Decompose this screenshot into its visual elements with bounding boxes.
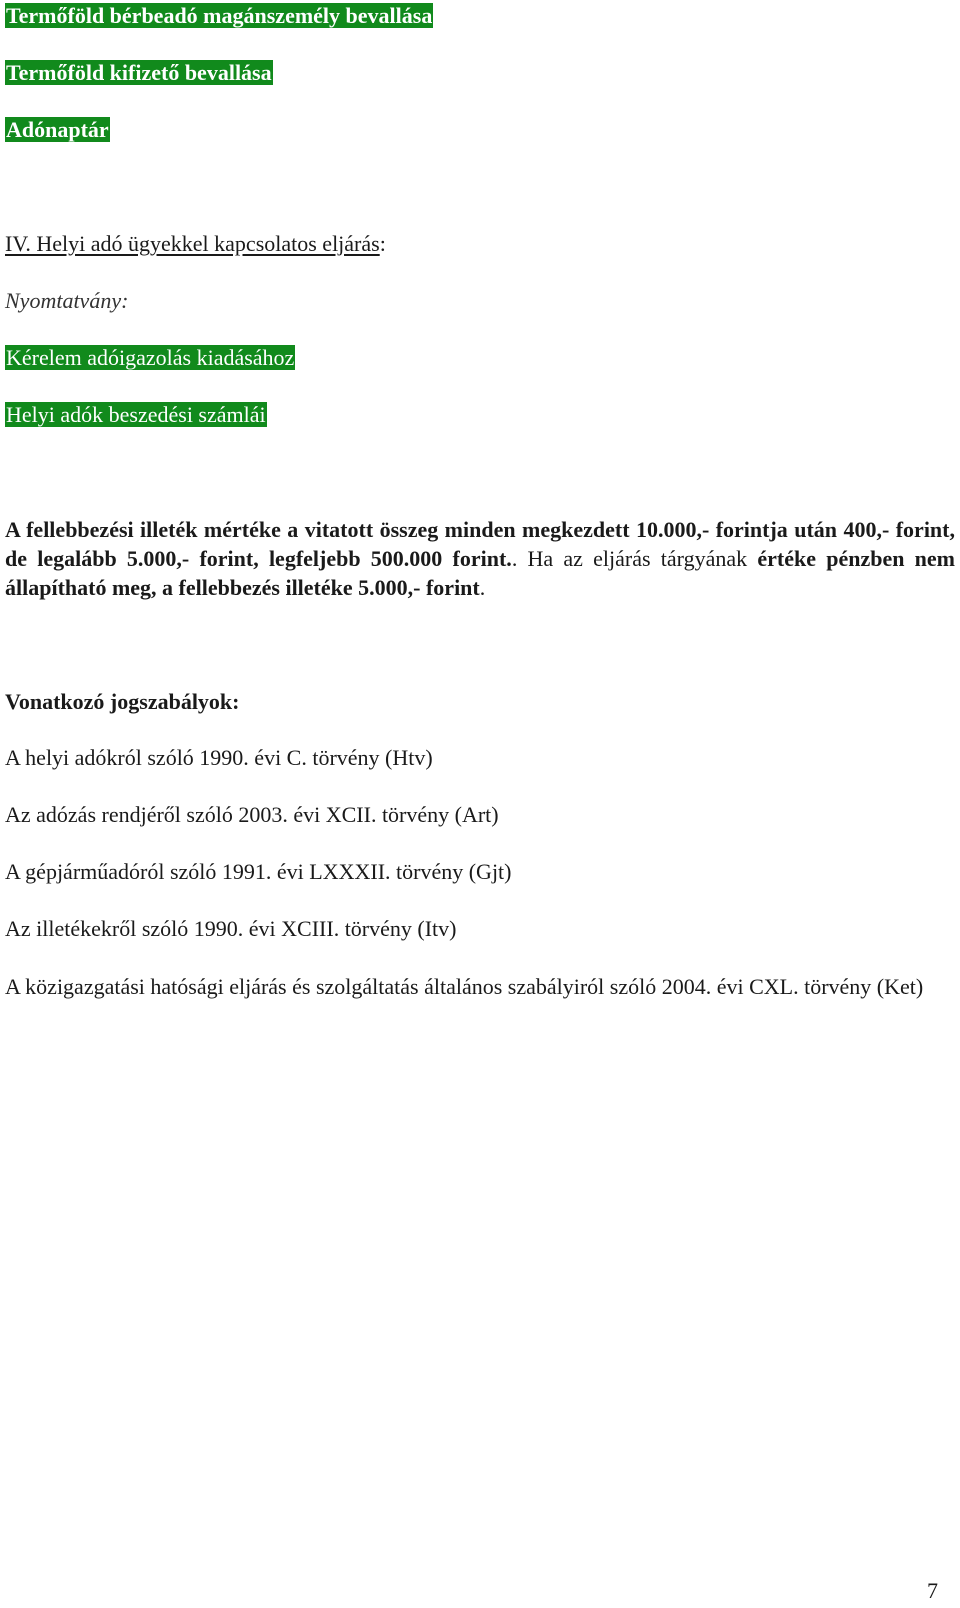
section-title: IV. Helyi adó ügyekkel kapcsolatos eljárás bbox=[5, 231, 380, 256]
fee-paragraph bbox=[5, 515, 955, 602]
link-termofold-kifizeto[interactable] bbox=[5, 59, 273, 87]
law-item: Az illetékekről szóló 1990. évi XCIII. törvény (Itv) bbox=[5, 916, 457, 941]
section-heading bbox=[5, 230, 386, 258]
law-item: Az adózás rendjéről szóló 2003. évi XCII. törvény (Art) bbox=[5, 802, 499, 827]
fee-end: . bbox=[479, 575, 486, 600]
link-termofold-berbeado[interactable] bbox=[5, 2, 433, 30]
fee-bold-tail: értéke pénzben nem állapítható meg, a fellebbezés illetéke 5.000,- forint bbox=[5, 546, 956, 600]
section-title-colon: : bbox=[379, 231, 386, 256]
fee-normal-text: . Ha az eljárás tárgyának bbox=[511, 546, 748, 571]
link-kerelem-adoigazolas[interactable] bbox=[5, 344, 295, 372]
page-number: 7 bbox=[927, 1578, 938, 1603]
link-text[interactable]: Helyi adók beszedési számlái bbox=[6, 402, 266, 427]
laws-heading: Vonatkozó jogszabályok: bbox=[5, 689, 240, 714]
link-helyi-adok-szamlai[interactable] bbox=[5, 401, 267, 429]
link-adonaptar[interactable] bbox=[5, 116, 110, 144]
link-text[interactable]: Adónaptár bbox=[6, 117, 109, 142]
law-item: A helyi adókról szóló 1990. évi C. törvény (Htv) bbox=[5, 745, 433, 770]
law-item: A gépjárműadóról szóló 1991. évi LXXXII. törvény (Gjt) bbox=[5, 859, 512, 884]
forms-label: Nyomtatvány: bbox=[5, 288, 129, 313]
link-text[interactable]: Termőföld bérbeadó magánszemély bevallása bbox=[6, 3, 433, 28]
fee-bold-text: A fellebbezési illeték mértéke a vitatott összeg minden megkezdett 10.000,- forintja után 400,- forint, de legalább 5.000,- forint, legfeljebb 500.000 forint. bbox=[5, 517, 955, 571]
law-item: A közigazgatási hatósági eljárás és szolgáltatás általános szabályiról szóló 2004. évi CXL. törvény (Ket) bbox=[5, 974, 924, 999]
link-text[interactable]: Termőföld kifizető bevallása bbox=[6, 60, 272, 85]
link-text[interactable]: Kérelem adóigazolás kiadásához bbox=[6, 345, 295, 370]
